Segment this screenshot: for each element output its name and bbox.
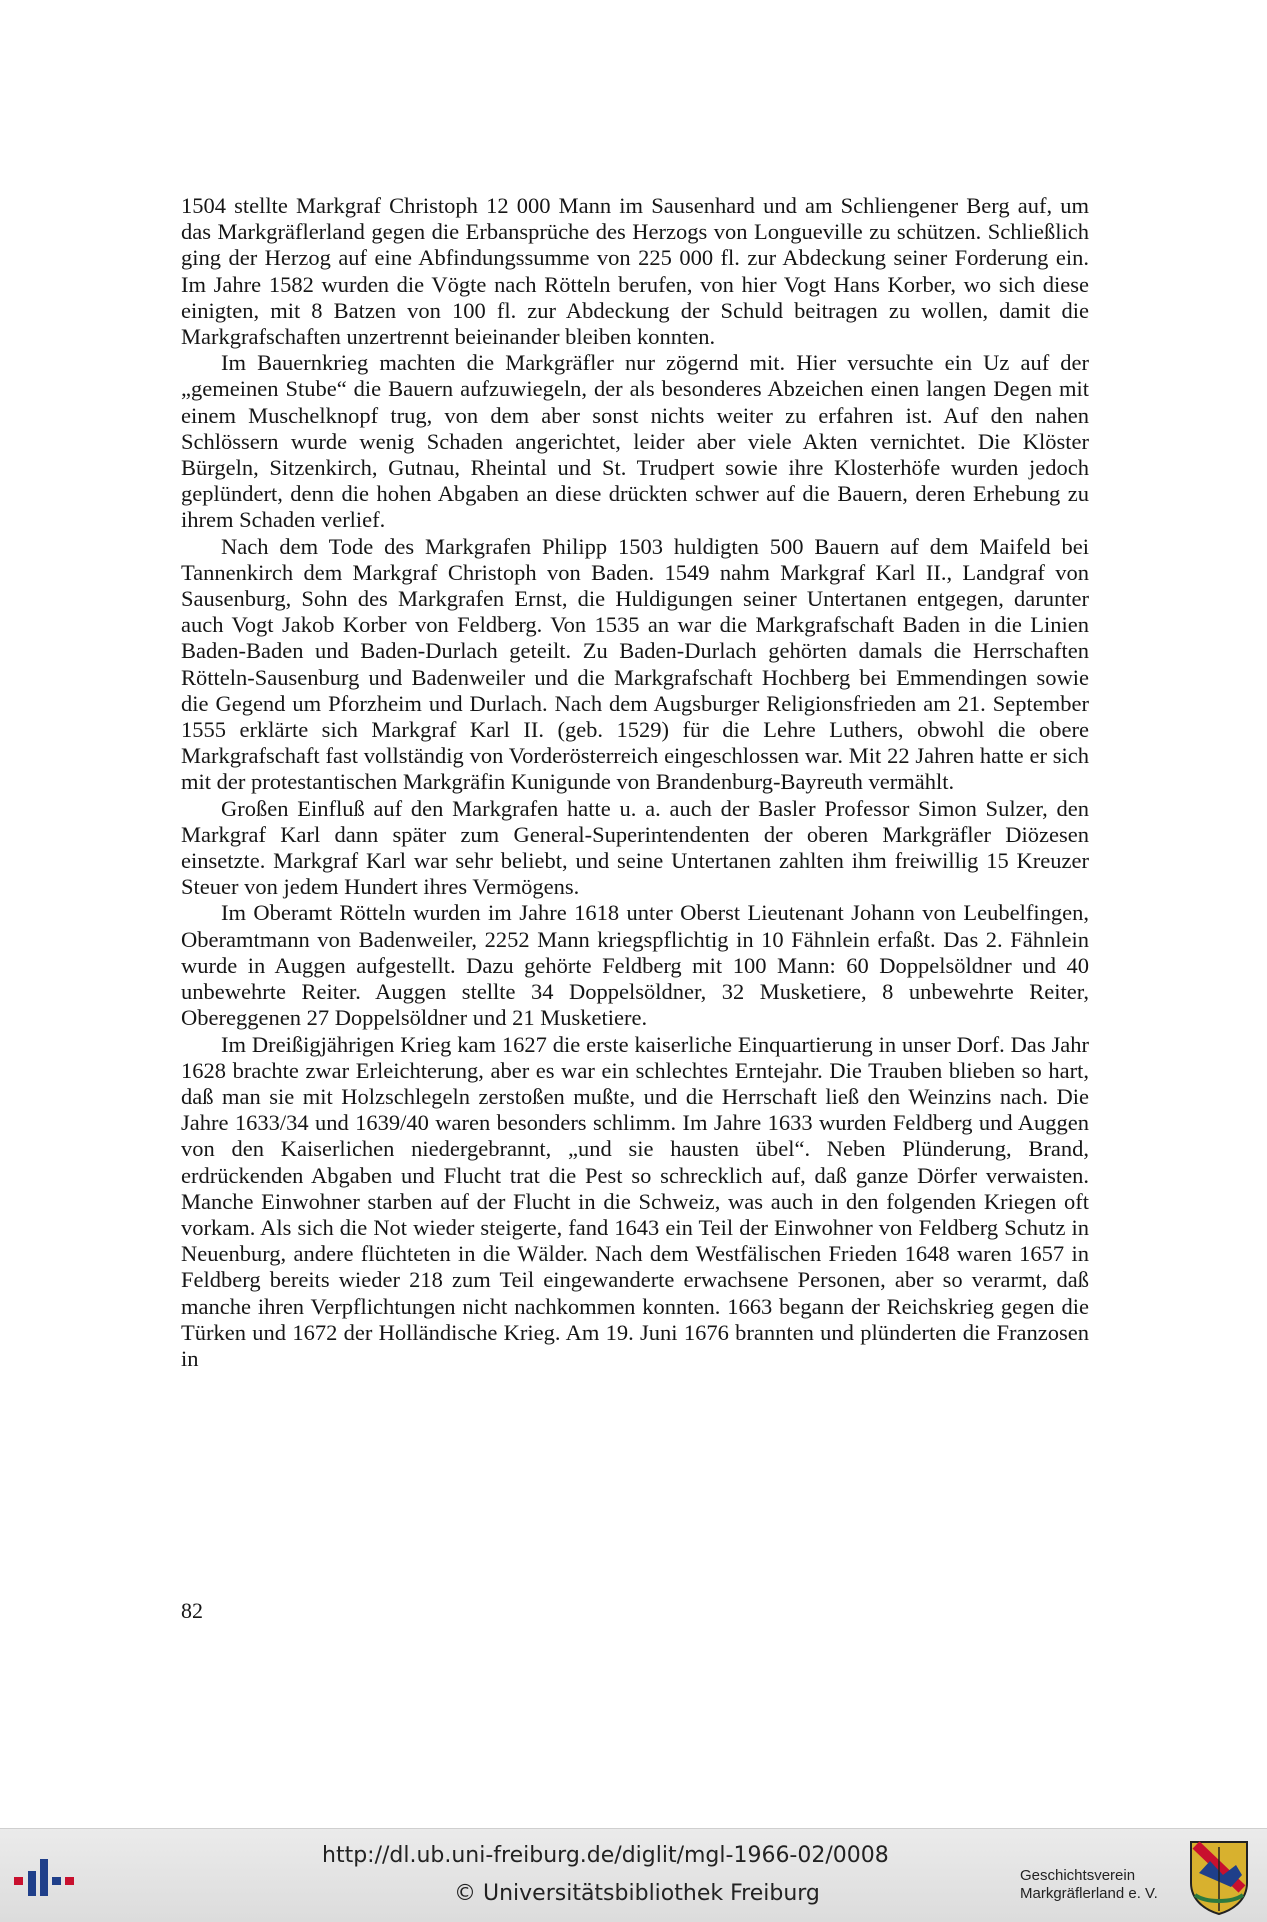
coat-of-arms-icon [1188, 1839, 1250, 1915]
publisher-name-line2: Markgräflerland e. V. [1020, 1885, 1158, 1902]
publisher-name-line1: Geschichtsverein [1020, 1867, 1136, 1884]
paragraph-1: 1504 stellte Markgraf Christoph 12 000 Mann im Sausenhard und am Schliengener Berg auf, um das Markgräflerland gegen die Erbansprüche des Herzogs von Longueville zu schützen. Schließlich ging der Herzog auf eine Abfindungssumme von 225 000 fl. zur Abdeckung seiner Forderung ein. Im Jahre 1582 wurden die Vögte nach Rötteln berufen, von hier Vogt Hans Korber, wo sich diese einigten, mit 8 Batzen von 100 fl. zur Abdeckung der Schuld beitragen zu wollen, damit die Markgrafschaften unzertrennt beieinander bleiben konnten. [181, 193, 1089, 350]
publisher-name [1020, 1867, 1182, 1903]
paragraph-5: Im Oberamt Rötteln wurden im Jahre 1618 unter Oberst Lieutenant Johann von Leubelfingen, Oberamtmann von Badenweiler, 2252 Mann kriegspflichtig in 10 Fähnlein erfaßt. Das 2. Fähnlein wurde in Auggen aufgestellt. Dazu gehörte Feldberg mit 100 Mann: 60 Doppelsöldner und 40 unbewehrte Reiter. Auggen stellte 34 Doppelsöldner, 32 Musketiere, 8 unbewehrte Reiter, Obereggenen 27 Doppelsöldner und 21 Musketiere. [181, 900, 1089, 1031]
copyright-text: © Universitätsbibliothek Freiburg [454, 1881, 820, 1906]
university-library-logo-icon [14, 1859, 76, 1897]
body-text [181, 193, 1089, 1372]
permalink-link[interactable]: http://dl.ub.uni-freiburg.de/diglit/mgl-1966-02/0008 [322, 1843, 889, 1868]
paragraph-3: Nach dem Tode des Markgrafen Philipp 1503 huldigten 500 Bauern auf dem Maifeld bei Tannenkirch dem Markgraf Christoph von Baden. 1549 nahm Markgraf Karl II., Landgraf von Sausenburg, Sohn des Markgrafen Ernst, die Huldigungen seiner Untertanen entgegen, darunter auch Vogt Jakob Korber von Feldberg. Von 1535 an war die Markgrafschaft Baden in die Linien Baden-Baden und Baden-Durlach geteilt. Zu Baden-Durlach gehörten damals die Herrschaften Rötteln-Sausenburg und Badenweiler und die Markgrafschaft Hochberg bei Emmendingen sowie die Gegend um Pforzheim und Durlach. Nach dem Augsburger Religionsfrieden am 21. September 1555 erklärte sich Markgraf Karl II. (geb. 1529) für die Lehre Luthers, obwohl die obere Markgrafschaft fast vollständig von Vorderösterreich eingeschlossen war. Mit 22 Jahren hatte er sich mit der protestantischen Markgräfin Kunigunde von Brandenburg-Bayreuth vermählt. [181, 533, 1089, 795]
page-number: 82 [181, 1598, 203, 1623]
paragraph-6: Im Dreißigjährigen Krieg kam 1627 die erste kaiserliche Einquartierung in unser Dorf. Das Jahr 1628 brachte zwar Erleichterung, aber es war ein schlechtes Erntejahr. Die Trauben blieben so hart, daß man sie mit Holzschlegeln zerstoßen mußte, und die Herrschaft ließ den Weinzins nach. Die Jahre 1633/34 und 1639/40 waren besonders schlimm. Im Jahre 1633 wurden Feldberg und Auggen von den Kaiserlichen niedergebrannt, „und sie hausten übel“. Neben Plünderung, Brand, erdrückenden Abgaben und Flucht trat die Pest so schrecklich auf, daß ganze Dörfer verwaisten. Manche Einwohner starben auf der Flucht in die Schweiz, was auch in den folgenden Kriegen oft vorkam. Als sich die Not wieder steigerte, fand 1643 ein Teil der Einwohner von Feldberg Schutz in Neuenburg, andere flüchteten in die Wälder. Nach dem Westfälischen Frieden 1648 waren 1657 in Feldberg bereits wieder 218 zum Teil eingewanderte erwachsene Personen, aber so verarmt, daß manche ihren Verpflichtungen nicht nachkommen konnten. 1663 begann der Reichskrieg gegen die Türken und 1672 der Holländische Krieg. Am 19. Juni 1676 brannten und plünderten die Franzosen in [181, 1031, 1089, 1371]
paragraph-4: Großen Einfluß auf den Markgrafen hatte u. a. auch der Basler Professor Simon Sulzer, den Markgraf Karl dann später zum General-Superintendenten der oberen Markgräfler Diözesen einsetzte. Markgraf Karl war sehr beliebt, und seine Untertanen zahlten ihm freiwillig 15 Kreuzer Steuer von jedem Hundert ihres Vermögens. [181, 795, 1089, 900]
paragraph-2: Im Bauernkrieg machten die Markgräfler nur zögernd mit. Hier versuchte ein Uz auf der „gemeinen Stube“ die Bauern aufzuwiegeln, der als besonderes Abzeichen einen langen Degen mit einem Muschelknopf trug, von dem aber sonst nichts weiter zu erfahren ist. Auf den nahen Schlössern wurde wenig Schaden angerichtet, leider aber viele Akten vernichtet. Die Klöster Bürgeln, Sitzenkirch, Gutnau, Rheintal und St. Trudpert sowie ihre Klosterhöfe wurden jedoch geplündert, denn die hohen Abgaben an diese drückten schwer auf die Bauern, deren Erhebung zu ihrem Schaden verlief. [181, 350, 1089, 533]
footer-bar [0, 1828, 1267, 1922]
